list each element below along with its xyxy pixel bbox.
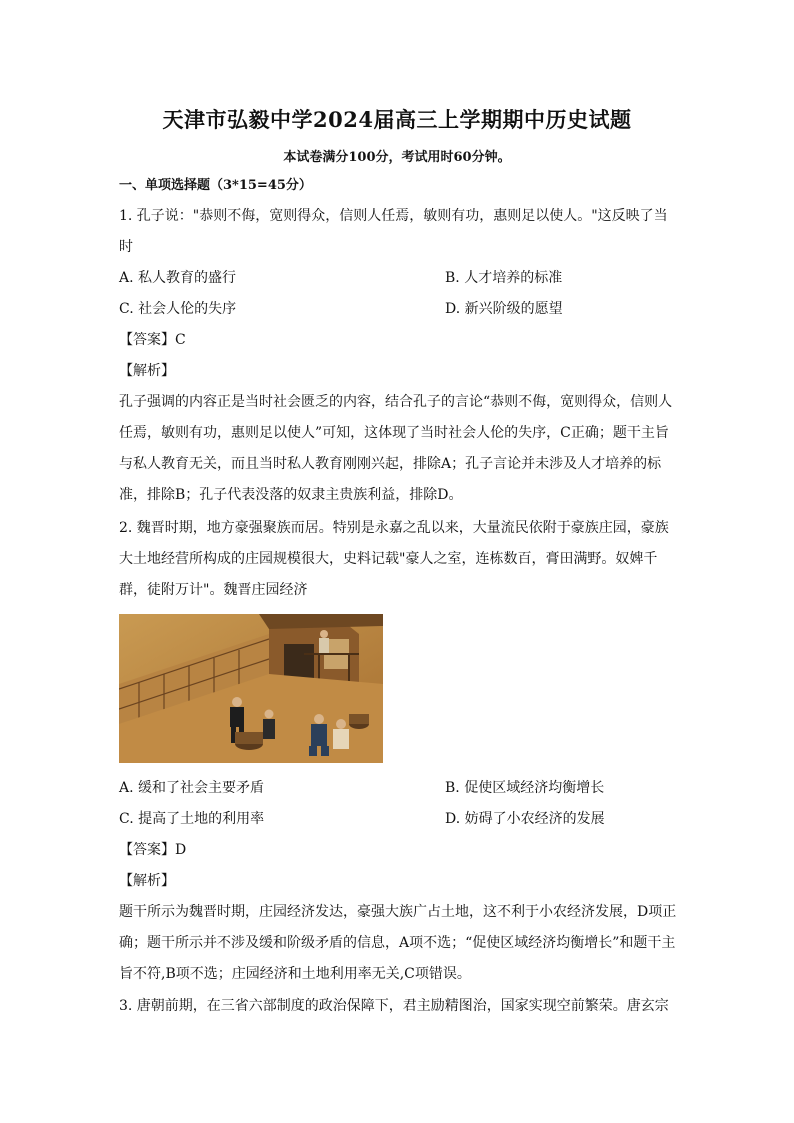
manor-painting-illustration <box>119 614 383 763</box>
q1-analysis-line3: 与私人教育无关，而且当时私人教育刚刚兴起，排除A；孔子言论并未涉及人才培养的标 <box>119 456 662 472</box>
document-title: 天津市弘毅中学2024届高三上学期期中历史试题 <box>162 107 632 132</box>
q1-stem-line1: 1. 孔子说："恭则不侮，宽则得众，信则人任焉，敏则有功，惠则足以使人。"这反映了当 <box>119 208 668 224</box>
q1-analysis-line2: 任焉，敏则有功，惠则足以使人”可知，这体现了当时社会人伦的失序，C正确；题干主旨 <box>119 425 669 441</box>
manor-painting-image <box>119 614 383 763</box>
q2-option-a: A. 缓和了社会主要矛盾 <box>119 780 265 796</box>
q1-analysis-label: 【解析】 <box>119 363 175 379</box>
q2-stem-line2: 大土地经营所构成的庄园规模很大，史料记载"豪人之室，连栋数百，膏田满野。奴婢千 <box>119 551 658 567</box>
q2-option-d: D. 妨碍了小农经济的发展 <box>445 811 605 827</box>
q2-analysis-line3: 旨不符,B项不选；庄园经济和土地利用率无关,C项错误。 <box>119 966 471 982</box>
q1-answer: 【答案】C <box>119 332 186 348</box>
q2-option-b: B. 促使区域经济均衡增长 <box>445 780 605 796</box>
q2-answer: 【答案】D <box>119 842 187 858</box>
q2-stem-line3: 群，徒附万计"。魏晋庄园经济 <box>119 582 308 598</box>
q1-analysis-line4: 准，排除B；孔子代表没落的奴隶主贵族利益，排除D。 <box>119 487 463 503</box>
q1-option-b: B. 人才培养的标准 <box>445 270 563 286</box>
q3-stem-line1: 3. 唐朝前期，在三省六部制度的政治保障下，君主励精图治，国家实现空前繁荣。唐玄宗 <box>119 998 669 1014</box>
q1-stem-line2: 时 <box>119 239 133 255</box>
q2-stem-line1: 2. 魏晋时期，地方豪强聚族而居。特别是永嘉之乱以来，大量流民依附于豪族庄园，豪族 <box>119 520 669 536</box>
q1-analysis-line1: 孔子强调的内容正是当时社会匮乏的内容，结合孔子的言论“恭则不侮，宽则得众，信则人 <box>119 394 673 410</box>
q1-option-c: C. 社会人伦的失序 <box>119 301 237 317</box>
q2-analysis-label: 【解析】 <box>119 873 175 889</box>
document-subtitle: 本试卷满分100分，考试用时60分钟。 <box>283 150 511 165</box>
q1-option-a: A. 私人教育的盛行 <box>119 270 237 286</box>
q2-analysis-line1: 题干所示为魏晋时期，庄园经济发达，豪强大族广占土地，这不利于小农经济发展，D项正 <box>119 904 677 920</box>
q1-option-d: D. 新兴阶级的愿望 <box>445 301 563 317</box>
section-heading: 一、单项选择题（3*15=45分） <box>119 178 312 193</box>
q2-option-c: C. 提高了土地的利用率 <box>119 811 265 827</box>
q2-analysis-line2: 确；题干所示并不涉及缓和阶级矛盾的信息，A项不选；“促使区域经济均衡增长”和题干主 <box>119 935 676 951</box>
